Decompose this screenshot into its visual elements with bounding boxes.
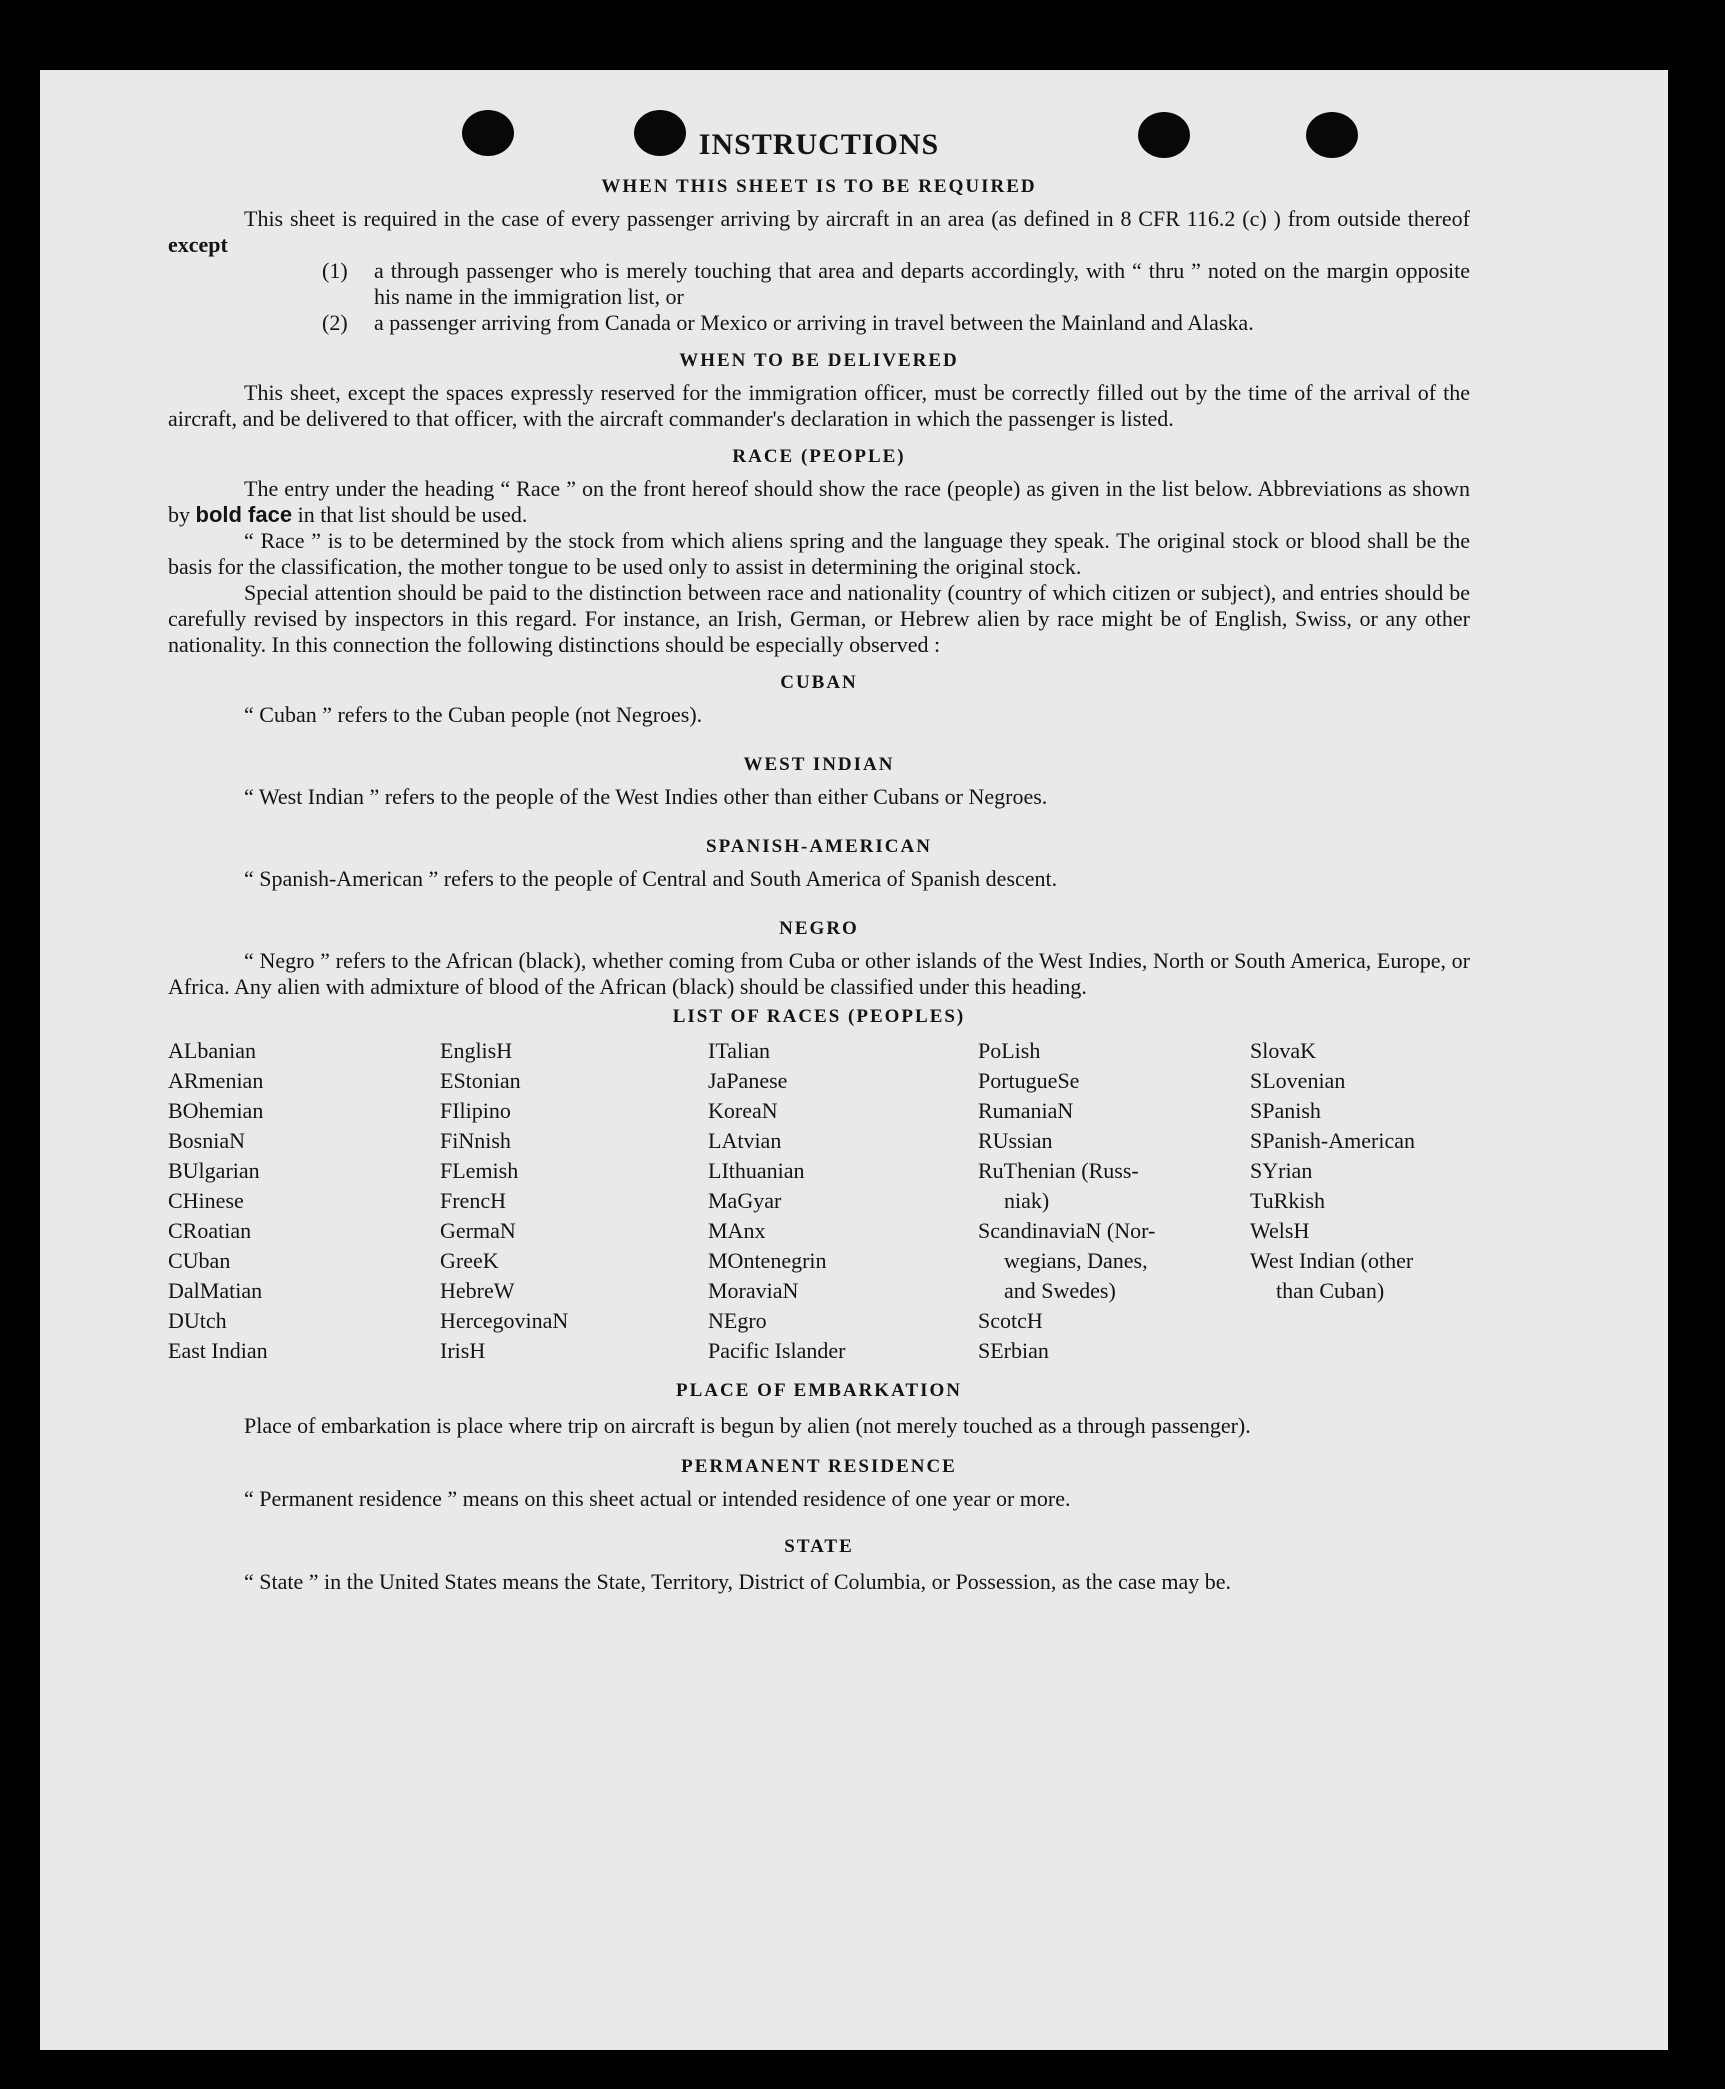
- race-entry: West Indian (other: [1250, 1248, 1414, 1273]
- race-entry: BOhemian: [168, 1098, 264, 1123]
- race-entry-continuation: niak): [1004, 1188, 1050, 1213]
- residence-text: “ Permanent residence ” means on this sheet actual or intended residence of one year or more.: [244, 1486, 1071, 1511]
- race-entry: BUlgarian: [168, 1158, 260, 1183]
- race-entry: SYrian: [1250, 1158, 1313, 1183]
- heading-race: RACE (PEOPLE): [732, 446, 906, 467]
- race-entry: DalMatian: [168, 1278, 263, 1303]
- exception-item: (1) a through passenger who is merely touching that area and departs accordingly, with “ thru ” noted on the margin opposite his name in the immigration list, or: [322, 258, 1470, 309]
- state-text: “ State ” in the United States means the State, Territory, District of Columbia, or Possession, as the case may be.: [244, 1569, 1232, 1594]
- when-delivered-text: This sheet, except the spaces expressly reserved for the immigration officer, must be correctly filled out by the time of the arrival of the aircraft, and be delivered to that officer, with the aircraft commander's declaration in which the passenger is listed.: [168, 380, 1470, 431]
- heading-permanent-residence: PERMANENT RESIDENCE: [681, 1456, 957, 1477]
- race-paragraph-3: Special attention should be paid to the distinction between race and nationality (country of which citizen or subject), and entries should be carefully revised by inspectors in this regard. For instance, an Irish, German, or Hebrew alien by race might be of English, Swiss, or any other nationality. In this connection the following distinctions should be especially observed :: [168, 580, 1470, 657]
- race-entry: CHinese: [168, 1188, 244, 1213]
- exception-item: (2) a passenger arriving from Canada or Mexico or arriving in travel between the Mainland and Alaska.: [322, 310, 1254, 335]
- heading-west-indian: WEST INDIAN: [743, 754, 895, 775]
- race-entry: HebreW: [440, 1278, 515, 1303]
- race-entry: JaPanese: [708, 1068, 788, 1093]
- race-entry: GreeK: [440, 1248, 499, 1273]
- heading-state: STATE: [784, 1536, 854, 1557]
- race-entry: PoLish: [978, 1038, 1041, 1063]
- races-column-5: [1250, 1036, 1470, 1366]
- races-column-1: [168, 1036, 440, 1366]
- race-paragraph-2: “ Race ” is to be determined by the stock from which aliens spring and the language they speak. The original stock or blood shall be the basis for the classification, the mother tongue to be used only to assist in determining the original stock.: [168, 528, 1470, 579]
- race-paragraph-1: The entry under the heading “ Race ” on the front hereof should show the race (people) as given in the list below. Abbreviations as shown by bold face in that list should be used.: [168, 476, 1470, 527]
- races-list: [168, 1036, 1470, 1366]
- when-required-intro: This sheet is required in the case of every passenger arriving by aircraft in an area (as defined in 8 CFR 116.2 (c) ) from outside thereof except: [168, 206, 1470, 257]
- race-entry: FIlipino: [440, 1098, 511, 1123]
- race-entry: ALbanian: [168, 1038, 256, 1063]
- spanish-american-text: “ Spanish-American ” refers to the people of Central and South America of Spanish descent.: [244, 866, 1058, 891]
- race-entry: ARmenian: [168, 1068, 264, 1093]
- race-entry-continuation: than Cuban): [1276, 1278, 1385, 1303]
- race-entry: RumaniaN: [978, 1098, 1074, 1123]
- heading-negro: NEGRO: [779, 918, 859, 939]
- race-entry: MOntenegrin: [708, 1248, 827, 1273]
- race-entry: CRoatian: [168, 1218, 252, 1243]
- races-column-3: [708, 1036, 978, 1366]
- heading-spanish-american: SPANISH-AMERICAN: [706, 836, 932, 857]
- race-entry-continuation: wegians, Danes,: [1004, 1248, 1148, 1273]
- race-entry: LIthuanian: [708, 1158, 805, 1183]
- heading-when-delivered: WHEN TO BE DELIVERED: [679, 350, 959, 371]
- race-entry: MaGyar: [708, 1188, 782, 1213]
- race-entry-continuation: and Swedes): [1004, 1278, 1116, 1303]
- page-title: INSTRUCTIONS: [698, 128, 940, 161]
- race-entry: BosniaN: [168, 1128, 245, 1153]
- race-entry: ScandinaviaN (Nor-: [978, 1218, 1156, 1243]
- race-entry: PortugueSe: [978, 1068, 1080, 1093]
- race-entry: WelsH: [1250, 1218, 1310, 1243]
- race-entry: NEgro: [708, 1308, 767, 1333]
- negro-text: “ Negro ” refers to the African (black), whether coming from Cuba or other islands of the West Indies, North or South America, Europe, or Africa. Any alien with admixture of blood of the African (black) should be classified under this heading.: [168, 948, 1470, 999]
- race-entry: TuRkish: [1250, 1188, 1326, 1213]
- race-entry: EStonian: [440, 1068, 521, 1093]
- race-entry: FrencH: [440, 1188, 506, 1213]
- race-entry: Pacific Islander: [708, 1338, 846, 1363]
- race-entry: IrisH: [440, 1338, 486, 1363]
- race-entry: MAnx: [708, 1218, 766, 1243]
- race-entry: ITalian: [708, 1038, 770, 1063]
- race-entry: RUssian: [978, 1128, 1053, 1153]
- race-entry: SLovenian: [1250, 1068, 1346, 1093]
- race-entry: MoraviaN: [708, 1278, 799, 1303]
- race-entry: KoreaN: [708, 1098, 778, 1123]
- heading-list-of-races: LIST OF RACES (PEOPLES): [672, 1006, 966, 1027]
- race-entry: SPanish: [1250, 1098, 1321, 1123]
- heading-embarkation: PLACE OF EMBARKATION: [676, 1380, 962, 1401]
- west-indian-text: “ West Indian ” refers to the people of the West Indies other than either Cubans or Negroes.: [244, 784, 1048, 809]
- race-entry: East Indian: [168, 1338, 268, 1363]
- race-entry: CUban: [168, 1248, 231, 1273]
- race-entry: LAtvian: [708, 1128, 782, 1153]
- cuban-text: “ Cuban ” refers to the Cuban people (not Negroes).: [244, 702, 703, 727]
- race-entry: SlovaK: [1250, 1038, 1316, 1063]
- race-entry: ScotcH: [978, 1308, 1043, 1333]
- race-entry: RuThenian (Russ-: [978, 1158, 1139, 1183]
- race-entry: DUtch: [168, 1308, 227, 1333]
- embarkation-text: Place of embarkation is place where trip on aircraft is begun by alien (not merely touched as a through passenger).: [244, 1413, 1251, 1438]
- races-column-4: [978, 1036, 1250, 1366]
- race-entry: SPanish-American: [1250, 1128, 1415, 1153]
- race-entry: FiNnish: [440, 1128, 511, 1153]
- document-content: [168, 128, 1470, 1598]
- heading-when-required: WHEN THIS SHEET IS TO BE REQUIRED: [601, 176, 1037, 197]
- race-entry: SErbian: [978, 1338, 1049, 1363]
- race-entry: FLemish: [440, 1158, 519, 1183]
- races-column-2: [440, 1036, 708, 1366]
- race-entry: HercegovinaN: [440, 1308, 569, 1333]
- race-entry: EnglisH: [440, 1038, 513, 1063]
- race-entry: GermaN: [440, 1218, 516, 1243]
- heading-cuban: CUBAN: [780, 672, 858, 693]
